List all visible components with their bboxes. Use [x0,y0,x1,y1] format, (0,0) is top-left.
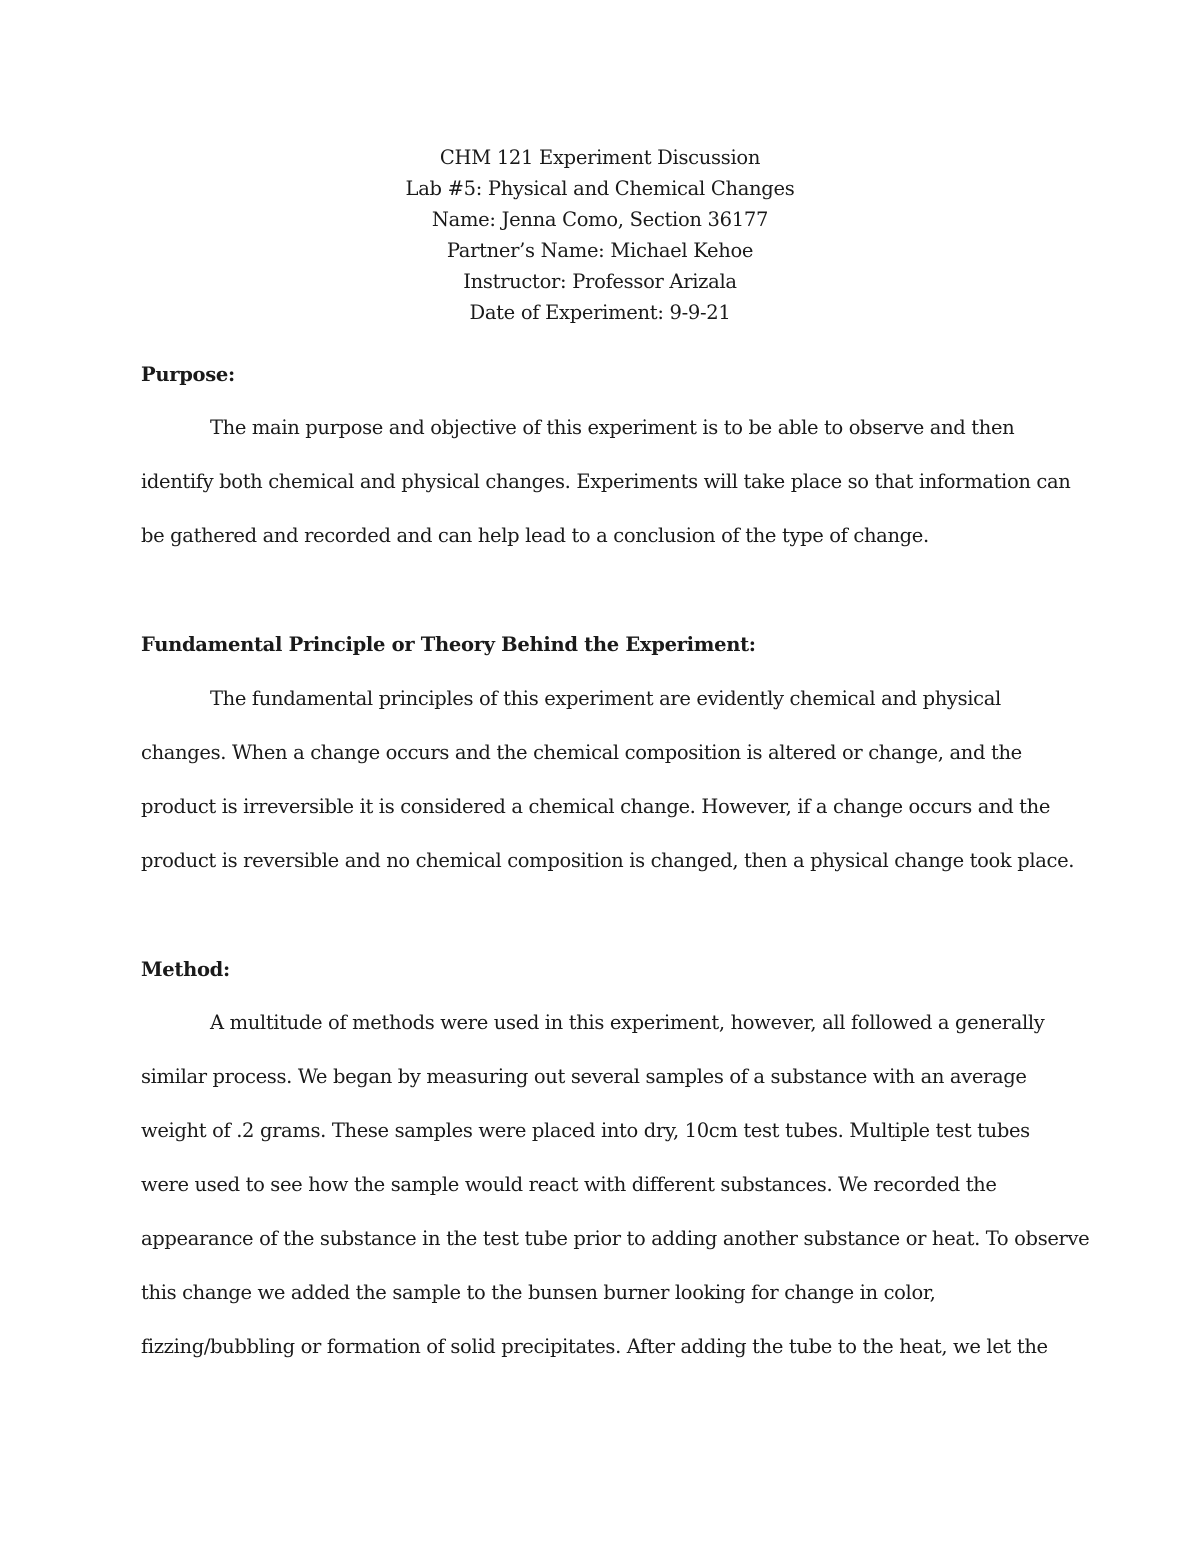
paragraph-line: product is irreversible it is considered a chemical change. However, if a change occurs and the [141,795,1051,818]
paragraph-line: The main purpose and objective of this experiment is to be able to observe and then [210,416,1015,439]
experiment-date: Date of Experiment: 9-9-21 [469,301,731,324]
title-block [0,142,1200,328]
paragraph-line: product is reversible and no chemical composition is changed, then a physical change took place. [141,849,1075,872]
paragraph-line: weight of .2 grams. These samples were placed into dry, 10cm test tubes. Multiple test tubes [141,1119,1030,1142]
paragraph-line: similar process. We began by measuring out several samples of a substance with an average [141,1065,1027,1088]
paragraph-line: this change we added the sample to the bunsen burner looking for change in color, [141,1281,936,1304]
paragraph-line: A multitude of methods were used in this experiment, however, all followed a generally [210,1011,1045,1034]
paragraph-line: appearance of the substance in the test tube prior to adding another substance or heat. To observe [141,1227,1090,1250]
instructor-name: Instructor: Professor Arizala [463,270,737,293]
paragraph-line: identify both chemical and physical changes. Experiments will take place so that information can [141,470,1071,493]
paragraph-line: fizzing/bubbling or formation of solid precipitates. After adding the tube to the heat, we let the [141,1335,1048,1358]
purpose-paragraph [141,414,1071,576]
purpose-heading: Purpose: [141,363,235,386]
paragraph-line: changes. When a change occurs and the chemical composition is altered or change, and the [141,741,1022,764]
paragraph-line: were used to see how the sample would react with different substances. We recorded the [141,1173,997,1196]
student-name: Name: Jenna Como, Section 36177 [431,208,769,231]
lab-title: Lab #5: Physical and Chemical Changes [405,177,795,200]
paragraph-line: The fundamental principles of this experiment are evidently chemical and physical [210,687,1001,710]
partner-name: Partner’s Name: Michael Kehoe [446,239,754,262]
paragraph-line: be gathered and recorded and can help lead to a conclusion of the type of change. [141,524,929,547]
principle-heading: Fundamental Principle or Theory Behind the Experiment: [141,633,756,656]
principle-paragraph [141,685,1075,901]
method-paragraph [141,1009,1090,1387]
course-title: CHM 121 Experiment Discussion [439,146,761,169]
method-heading: Method: [141,958,230,981]
